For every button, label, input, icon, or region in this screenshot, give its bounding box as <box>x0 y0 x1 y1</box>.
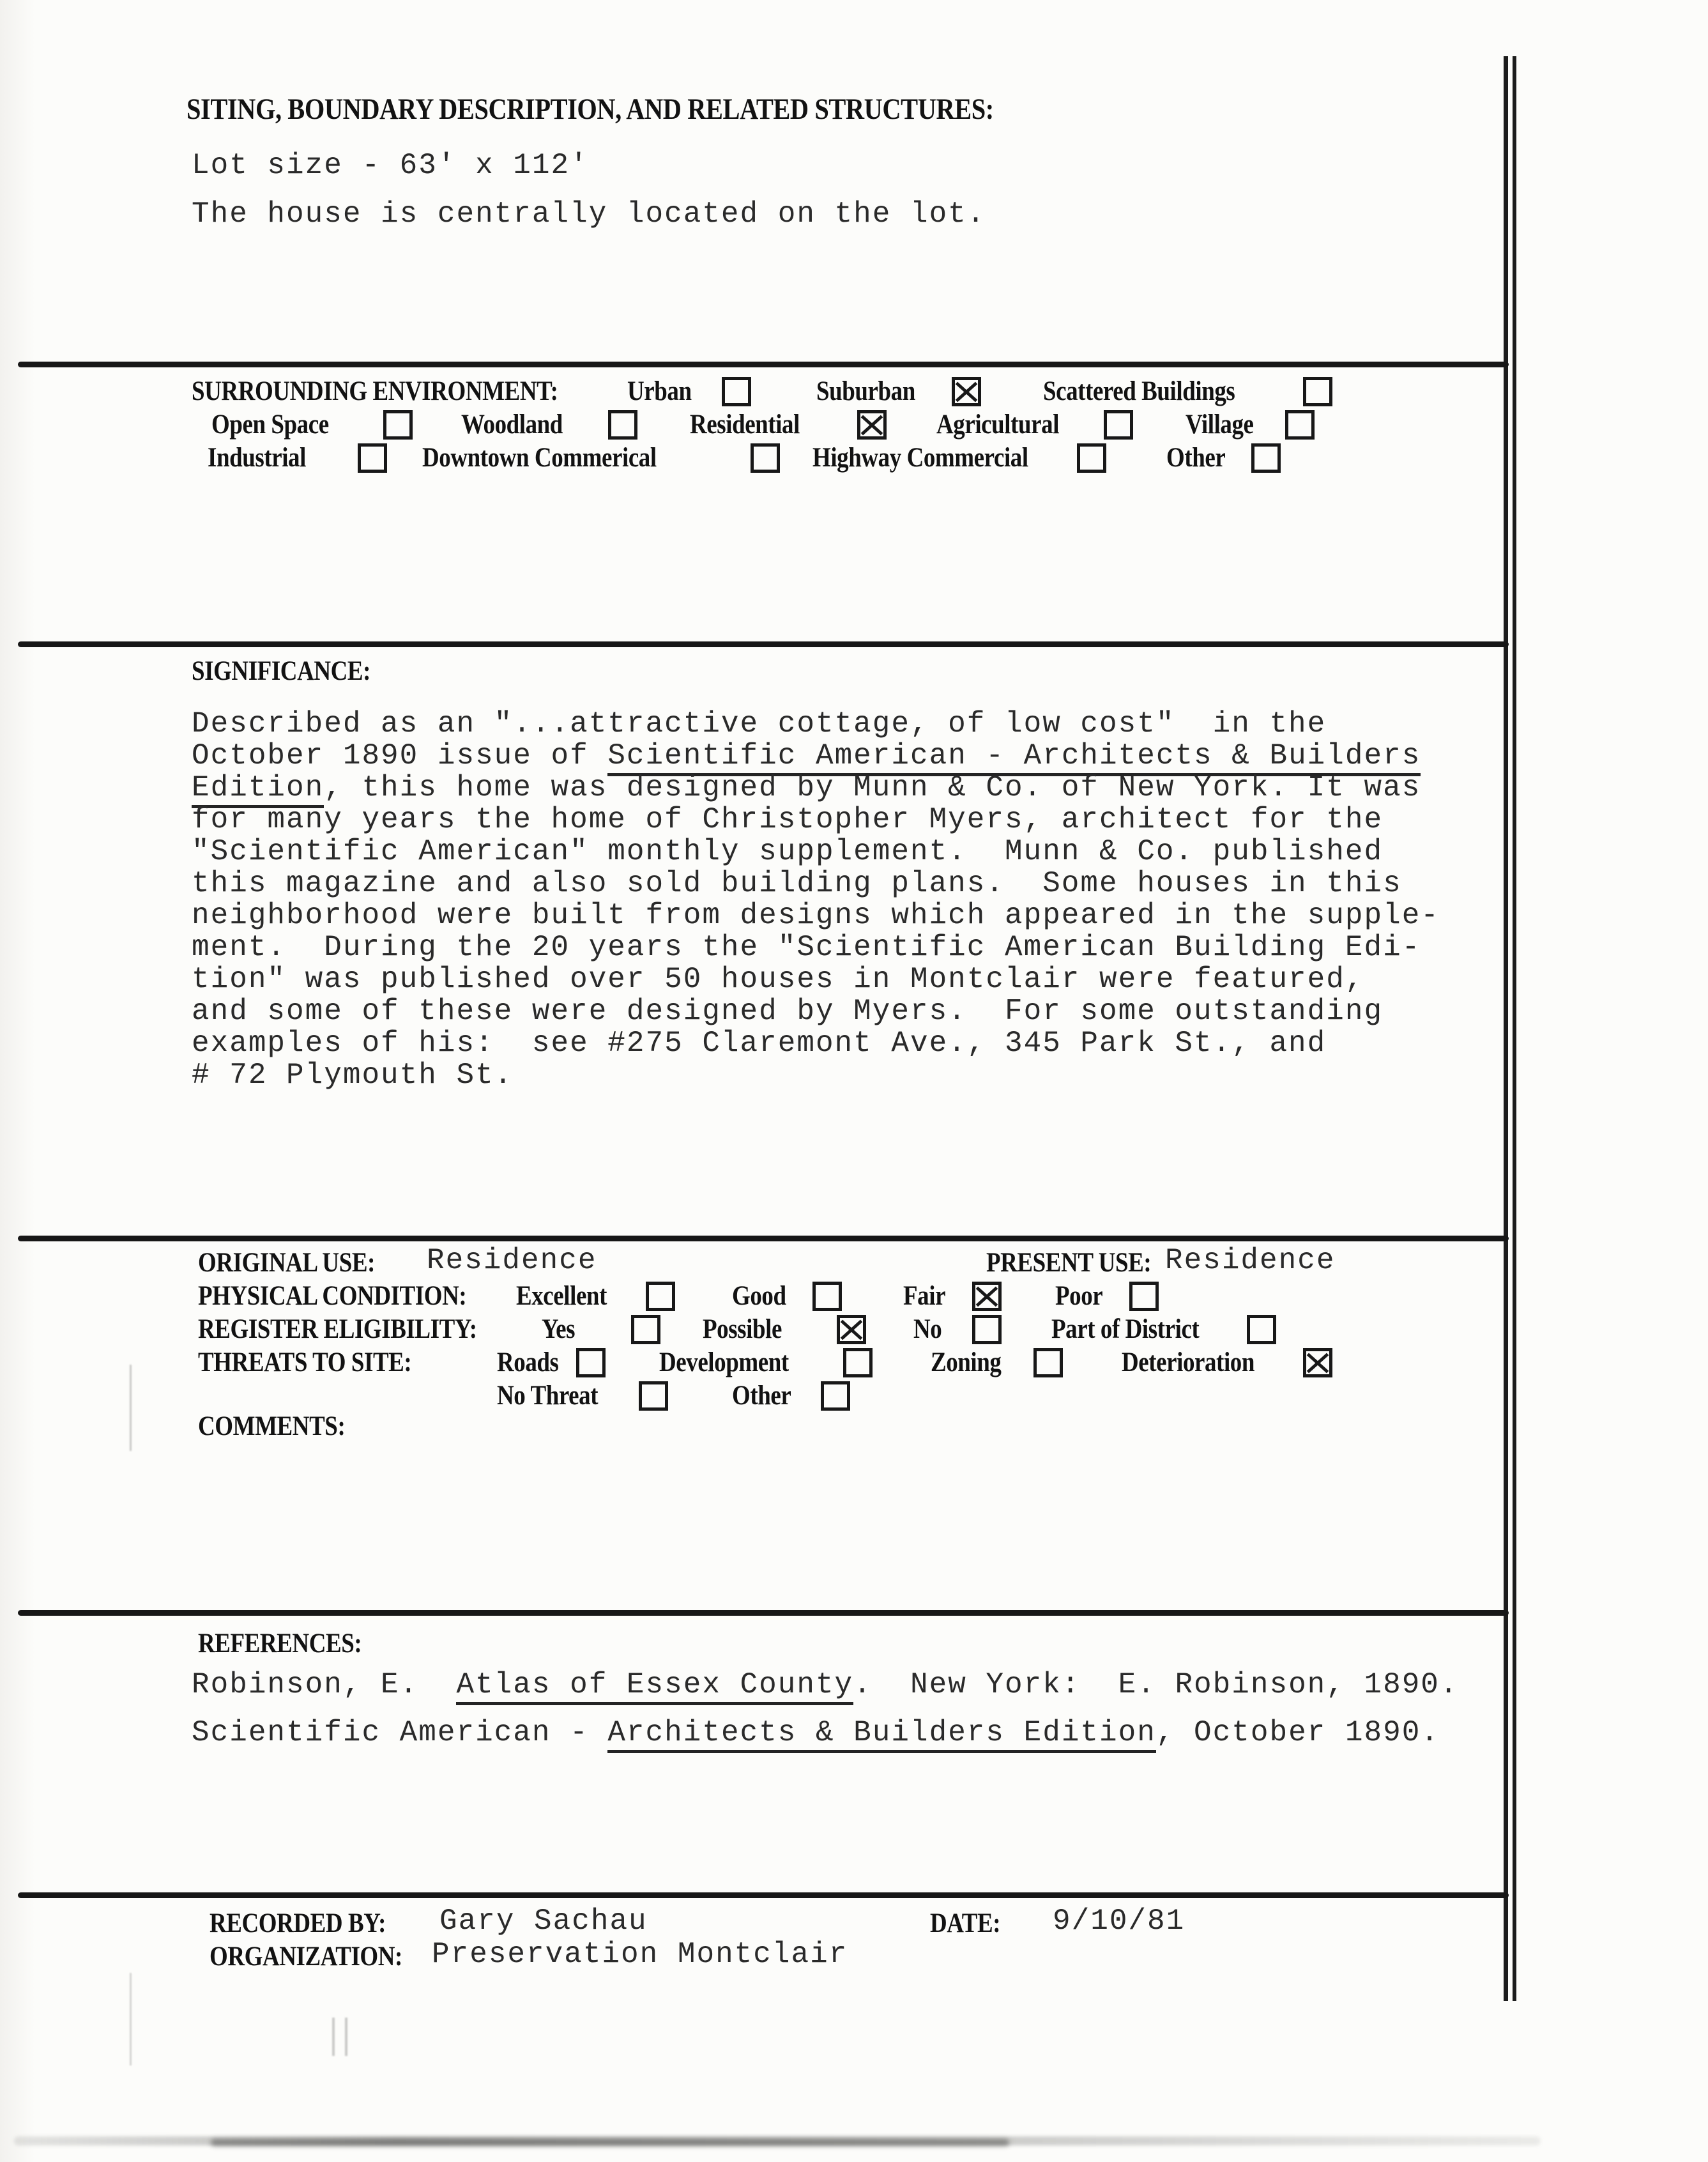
checkbox-excellent[interactable] <box>646 1282 675 1311</box>
page-edge-double-line <box>1504 56 1516 2001</box>
scan-artifact-line <box>130 1973 132 2066</box>
checkbox-downtown-commerical[interactable] <box>751 443 780 473</box>
checkbox-industrial[interactable] <box>358 443 387 473</box>
checkbox-open-space[interactable] <box>383 410 413 440</box>
environment-heading: SURROUNDING ENVIRONMENT: <box>192 376 558 406</box>
option-label-poor: Poor <box>1055 1281 1103 1311</box>
references-text: Robinson, E. Atlas of Essex County. New York: E. Robinson, 1890. Scientific American - Architects & Builders Edition, October 1890. <box>192 1661 1459 1757</box>
option-label-industrial: Industrial <box>208 443 306 473</box>
option-label-excellent: Excellent <box>516 1281 607 1311</box>
checkbox-deterioration[interactable] <box>1303 1348 1332 1377</box>
checkbox-suburban[interactable] <box>952 377 981 406</box>
physical-condition-label: PHYSICAL CONDITION: <box>198 1281 467 1311</box>
checkbox-zoning[interactable] <box>1033 1348 1063 1377</box>
checkbox-urban[interactable] <box>722 377 751 406</box>
option-label-urban: Urban <box>627 376 692 406</box>
section-divider <box>18 1236 1509 1241</box>
organization-label: ORGANIZATION: <box>210 1942 402 1972</box>
scan-artifact-line <box>130 1365 132 1451</box>
option-label-village: Village <box>1186 410 1254 440</box>
lot-size-text: Lot size - 63' x 112' <box>192 149 589 182</box>
option-label-yes: Yes <box>542 1314 576 1344</box>
checkbox-village[interactable] <box>1285 410 1315 440</box>
references-heading: REFERENCES: <box>198 1629 362 1659</box>
checkbox-yes[interactable] <box>631 1315 660 1344</box>
organization-row <box>0 1938 1708 1977</box>
option-label-open-space: Open Space <box>211 410 329 440</box>
section-divider <box>18 1892 1509 1898</box>
environment-row-2 <box>0 409 1708 445</box>
original-use-label: ORIGINAL USE: <box>198 1248 375 1278</box>
checkbox-development[interactable] <box>843 1348 873 1377</box>
option-label-no-threat: No Threat <box>497 1381 599 1411</box>
environment-row-3 <box>0 442 1708 478</box>
checkbox-agricultural[interactable] <box>1104 410 1133 440</box>
checkbox-possible[interactable] <box>837 1315 866 1344</box>
checkbox-fair[interactable] <box>972 1282 1002 1311</box>
significance-text: Described as an "...attractive cottage, of low cost" in the October 1890 issue of Scientific American - Architects & Builders Edition, this home was designed by Munn & Co. of New York. It was for many years the home of Christopher Myers, architect for the "Scientific American" monthly supplement. Munn & Co. published this magazine and also sold building plans. Some houses in this neighborhood were built from designs which appeared in the supple- ment. During the 20 years the "Scientific American Building Edi- tion" was published over 50 houses in Montclair were featured, and some of these were designed by Myers. For some outstanding examples of his: see #275 Claremont Ave., 345 Park St., and # 72 Plymouth St. <box>192 707 1440 1092</box>
register-eligibility-row <box>0 1314 1708 1349</box>
checkbox-highway-commercial[interactable] <box>1077 443 1106 473</box>
present-use-value: Residence <box>1165 1244 1336 1277</box>
option-label-woodland: Woodland <box>461 410 563 440</box>
scan-artifact-line <box>332 2018 335 2056</box>
checkbox-other-threat[interactable] <box>821 1381 850 1411</box>
use-row <box>0 1244 1708 1283</box>
checkbox-residential[interactable] <box>857 410 887 440</box>
siting-heading: SITING, BOUNDARY DESCRIPTION, AND RELATED STRUCTURES: <box>187 93 994 126</box>
option-label-agricultural: Agricultural <box>936 410 1060 440</box>
section-divider <box>18 1610 1509 1616</box>
option-label-scattered-buildings: Scattered Buildings <box>1043 376 1235 406</box>
comments-label: COMMENTS: <box>198 1411 346 1441</box>
physical-condition-row <box>0 1280 1708 1316</box>
option-label-highway-commercial: Highway Commercial <box>812 443 1028 473</box>
option-label-zoning: Zoning <box>931 1347 1002 1377</box>
threats-label: THREATS TO SITE: <box>198 1347 412 1377</box>
option-label-development: Development <box>659 1347 789 1377</box>
checkbox-scattered-buildings[interactable] <box>1303 377 1332 406</box>
option-label-possible: Possible <box>703 1314 782 1344</box>
option-label-roads: Roads <box>497 1347 559 1377</box>
threats-row-1 <box>0 1347 1708 1383</box>
checkbox-roads[interactable] <box>576 1348 606 1377</box>
option-label-no: No <box>913 1314 942 1344</box>
checkbox-no-threat[interactable] <box>639 1381 668 1411</box>
option-label-part-of-district: Part of District <box>1051 1314 1200 1344</box>
recorded-by-value: Gary Sachau <box>439 1905 648 1938</box>
section-divider <box>18 362 1509 367</box>
recorded-by-row <box>0 1905 1708 1943</box>
option-label-deterioration: Deterioration <box>1122 1347 1254 1377</box>
option-label-suburban: Suburban <box>816 376 915 406</box>
option-label-good: Good <box>732 1281 786 1311</box>
scan-bottom-smudge <box>211 2139 1009 2146</box>
option-label-other-threat: Other <box>732 1381 791 1411</box>
significance-heading: SIGNIFICANCE: <box>192 656 371 686</box>
scan-artifact-line <box>345 2018 347 2056</box>
checkbox-no[interactable] <box>972 1315 1002 1344</box>
environment-row-1 <box>0 376 1708 411</box>
checkbox-part-of-district[interactable] <box>1247 1315 1276 1344</box>
original-use-value: Residence <box>427 1244 597 1277</box>
checkbox-woodland[interactable] <box>608 410 637 440</box>
checkbox-poor[interactable] <box>1129 1282 1159 1311</box>
present-use-label: PRESENT USE: <box>986 1248 1152 1278</box>
house-location-text: The house is centrally located on the lot. <box>192 197 986 231</box>
option-label-fair: Fair <box>903 1281 946 1311</box>
checkbox-good[interactable] <box>812 1282 842 1311</box>
option-label-residential: Residential <box>690 410 800 440</box>
section-divider <box>18 641 1509 647</box>
organization-value: Preservation Montclair <box>432 1938 848 1971</box>
date-label: DATE: <box>930 1908 1001 1938</box>
option-label-other-env: Other <box>1166 443 1226 473</box>
recorded-by-label: RECORDED BY: <box>210 1908 386 1938</box>
date-value: 9/10/81 <box>1053 1905 1186 1938</box>
option-label-downtown-commerical: Downtown Commerical <box>422 443 657 473</box>
register-eligibility-label: REGISTER ELIGIBILITY: <box>198 1314 477 1344</box>
checkbox-other-env[interactable] <box>1251 443 1281 473</box>
